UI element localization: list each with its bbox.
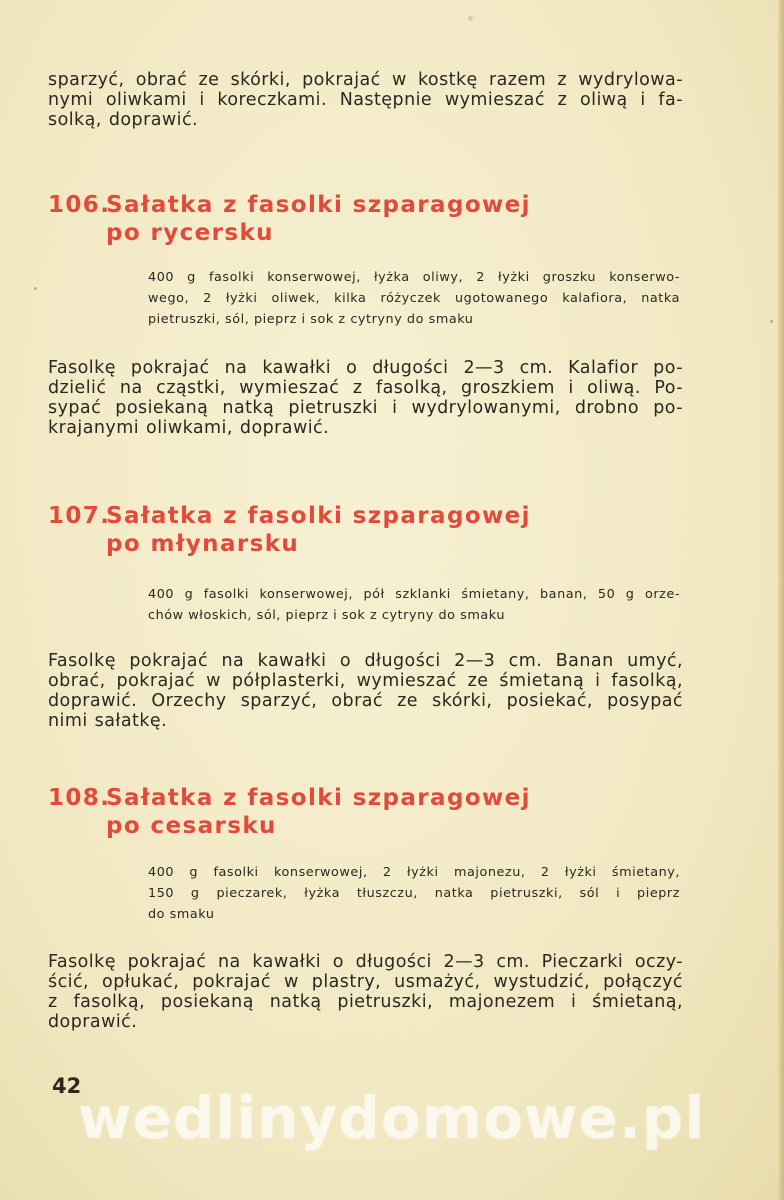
text-line: krajanymi oliwkami, doprawić. — [48, 418, 330, 438]
text-line: dzielić na cząstki, wymieszać z fasolką, groszkiem i oliwą. Po- — [48, 378, 683, 398]
recipe-subtitle: po młynarsku — [106, 531, 300, 557]
text-line: nimi sałatkę. — [48, 711, 168, 731]
page-number: 42 — [52, 1074, 82, 1098]
recipe-106-heading — [48, 191, 531, 247]
intro-paragraph — [48, 70, 683, 130]
text-line: Fasolkę pokrajać na kawałki o długości 2—3 cm. Pieczarki oczy- — [48, 952, 683, 972]
recipe-107-method — [48, 651, 683, 731]
text-line: obrać, pokrajać w półplasterki, wymieszać ze śmietaną i fasolką, — [48, 671, 683, 691]
recipe-title: Sałatka z fasolki szparagowej — [106, 503, 531, 529]
recipe-106-method — [48, 358, 683, 438]
text-line: Fasolkę pokrajać na kawałki o długości 2—3 cm. Banan umyć, — [48, 651, 683, 671]
ingredient-line: do smaku — [148, 907, 215, 922]
recipe-108-ingredients — [148, 862, 680, 925]
recipe-108-method — [48, 952, 683, 1032]
recipe-107-heading — [48, 502, 531, 558]
text-line: doprawić. — [48, 1012, 138, 1032]
recipe-107-ingredients — [148, 584, 680, 626]
text-line: z fasolką, posiekaną natką pietruszki, majonezem i śmietaną, — [48, 992, 683, 1012]
recipe-number: 108. — [48, 785, 111, 811]
text-line: doprawić. Orzechy sparzyć, obrać ze skórki, posiekać, posypać — [48, 691, 683, 711]
text-line: sparzyć, obrać ze skórki, pokrajać w kostkę razem z wydrylowa- — [48, 70, 683, 90]
ingredient-line: 150 g pieczarek, łyżka tłuszczu, natka pietruszki, sól i pieprz — [148, 886, 680, 901]
recipe-108-heading — [48, 784, 531, 840]
text-line: sypać posiekaną natką pietruszki i wydrylowanymi, drobno po- — [48, 398, 683, 418]
recipe-title: Sałatka z fasolki szparagowej — [106, 785, 531, 811]
ingredient-line: wego, 2 łyżki oliwek, kilka różyczek ugotowanego kalafiora, natka — [148, 291, 680, 306]
page-edge — [778, 0, 784, 1200]
recipe-subtitle: po cesarsku — [106, 813, 277, 839]
watermark: wedlinydomowe.pl — [78, 1084, 706, 1152]
recipe-number: 106. — [48, 192, 111, 218]
print-speck — [34, 287, 37, 290]
ingredient-line: 400 g fasolki konserwowej, pół szklanki śmietany, banan, 50 g orze- — [148, 587, 680, 602]
ingredient-line: 400 g fasolki konserwowej, 2 łyżki majonezu, 2 łyżki śmietany, — [148, 865, 680, 880]
recipe-106-ingredients — [148, 267, 680, 330]
recipe-number: 107. — [48, 503, 111, 529]
text-line: ścić, opłukać, pokrajać w plastry, usmażyć, wystudzić, połączyć — [48, 972, 683, 992]
text-line: nymi oliwkami i koreczkami. Następnie wymieszać z oliwą i fa- — [48, 90, 683, 110]
recipe-subtitle: po rycersku — [106, 220, 274, 246]
ingredient-line: chów włoskich, sól, pieprz i sok z cytryny do smaku — [148, 608, 506, 623]
text-line: Fasolkę pokrajać na kawałki o długości 2—3 cm. Kalafior po- — [48, 358, 683, 378]
print-speck — [468, 16, 473, 21]
ingredient-line: 400 g fasolki konserwowej, łyżka oliwy, 2 łyżki groszku konserwo- — [148, 270, 680, 285]
text-line: solką, doprawić. — [48, 110, 199, 130]
recipe-title: Sałatka z fasolki szparagowej — [106, 192, 531, 218]
print-speck — [770, 320, 773, 323]
ingredient-line: pietruszki, sól, pieprz i sok z cytryny do smaku — [148, 312, 474, 327]
